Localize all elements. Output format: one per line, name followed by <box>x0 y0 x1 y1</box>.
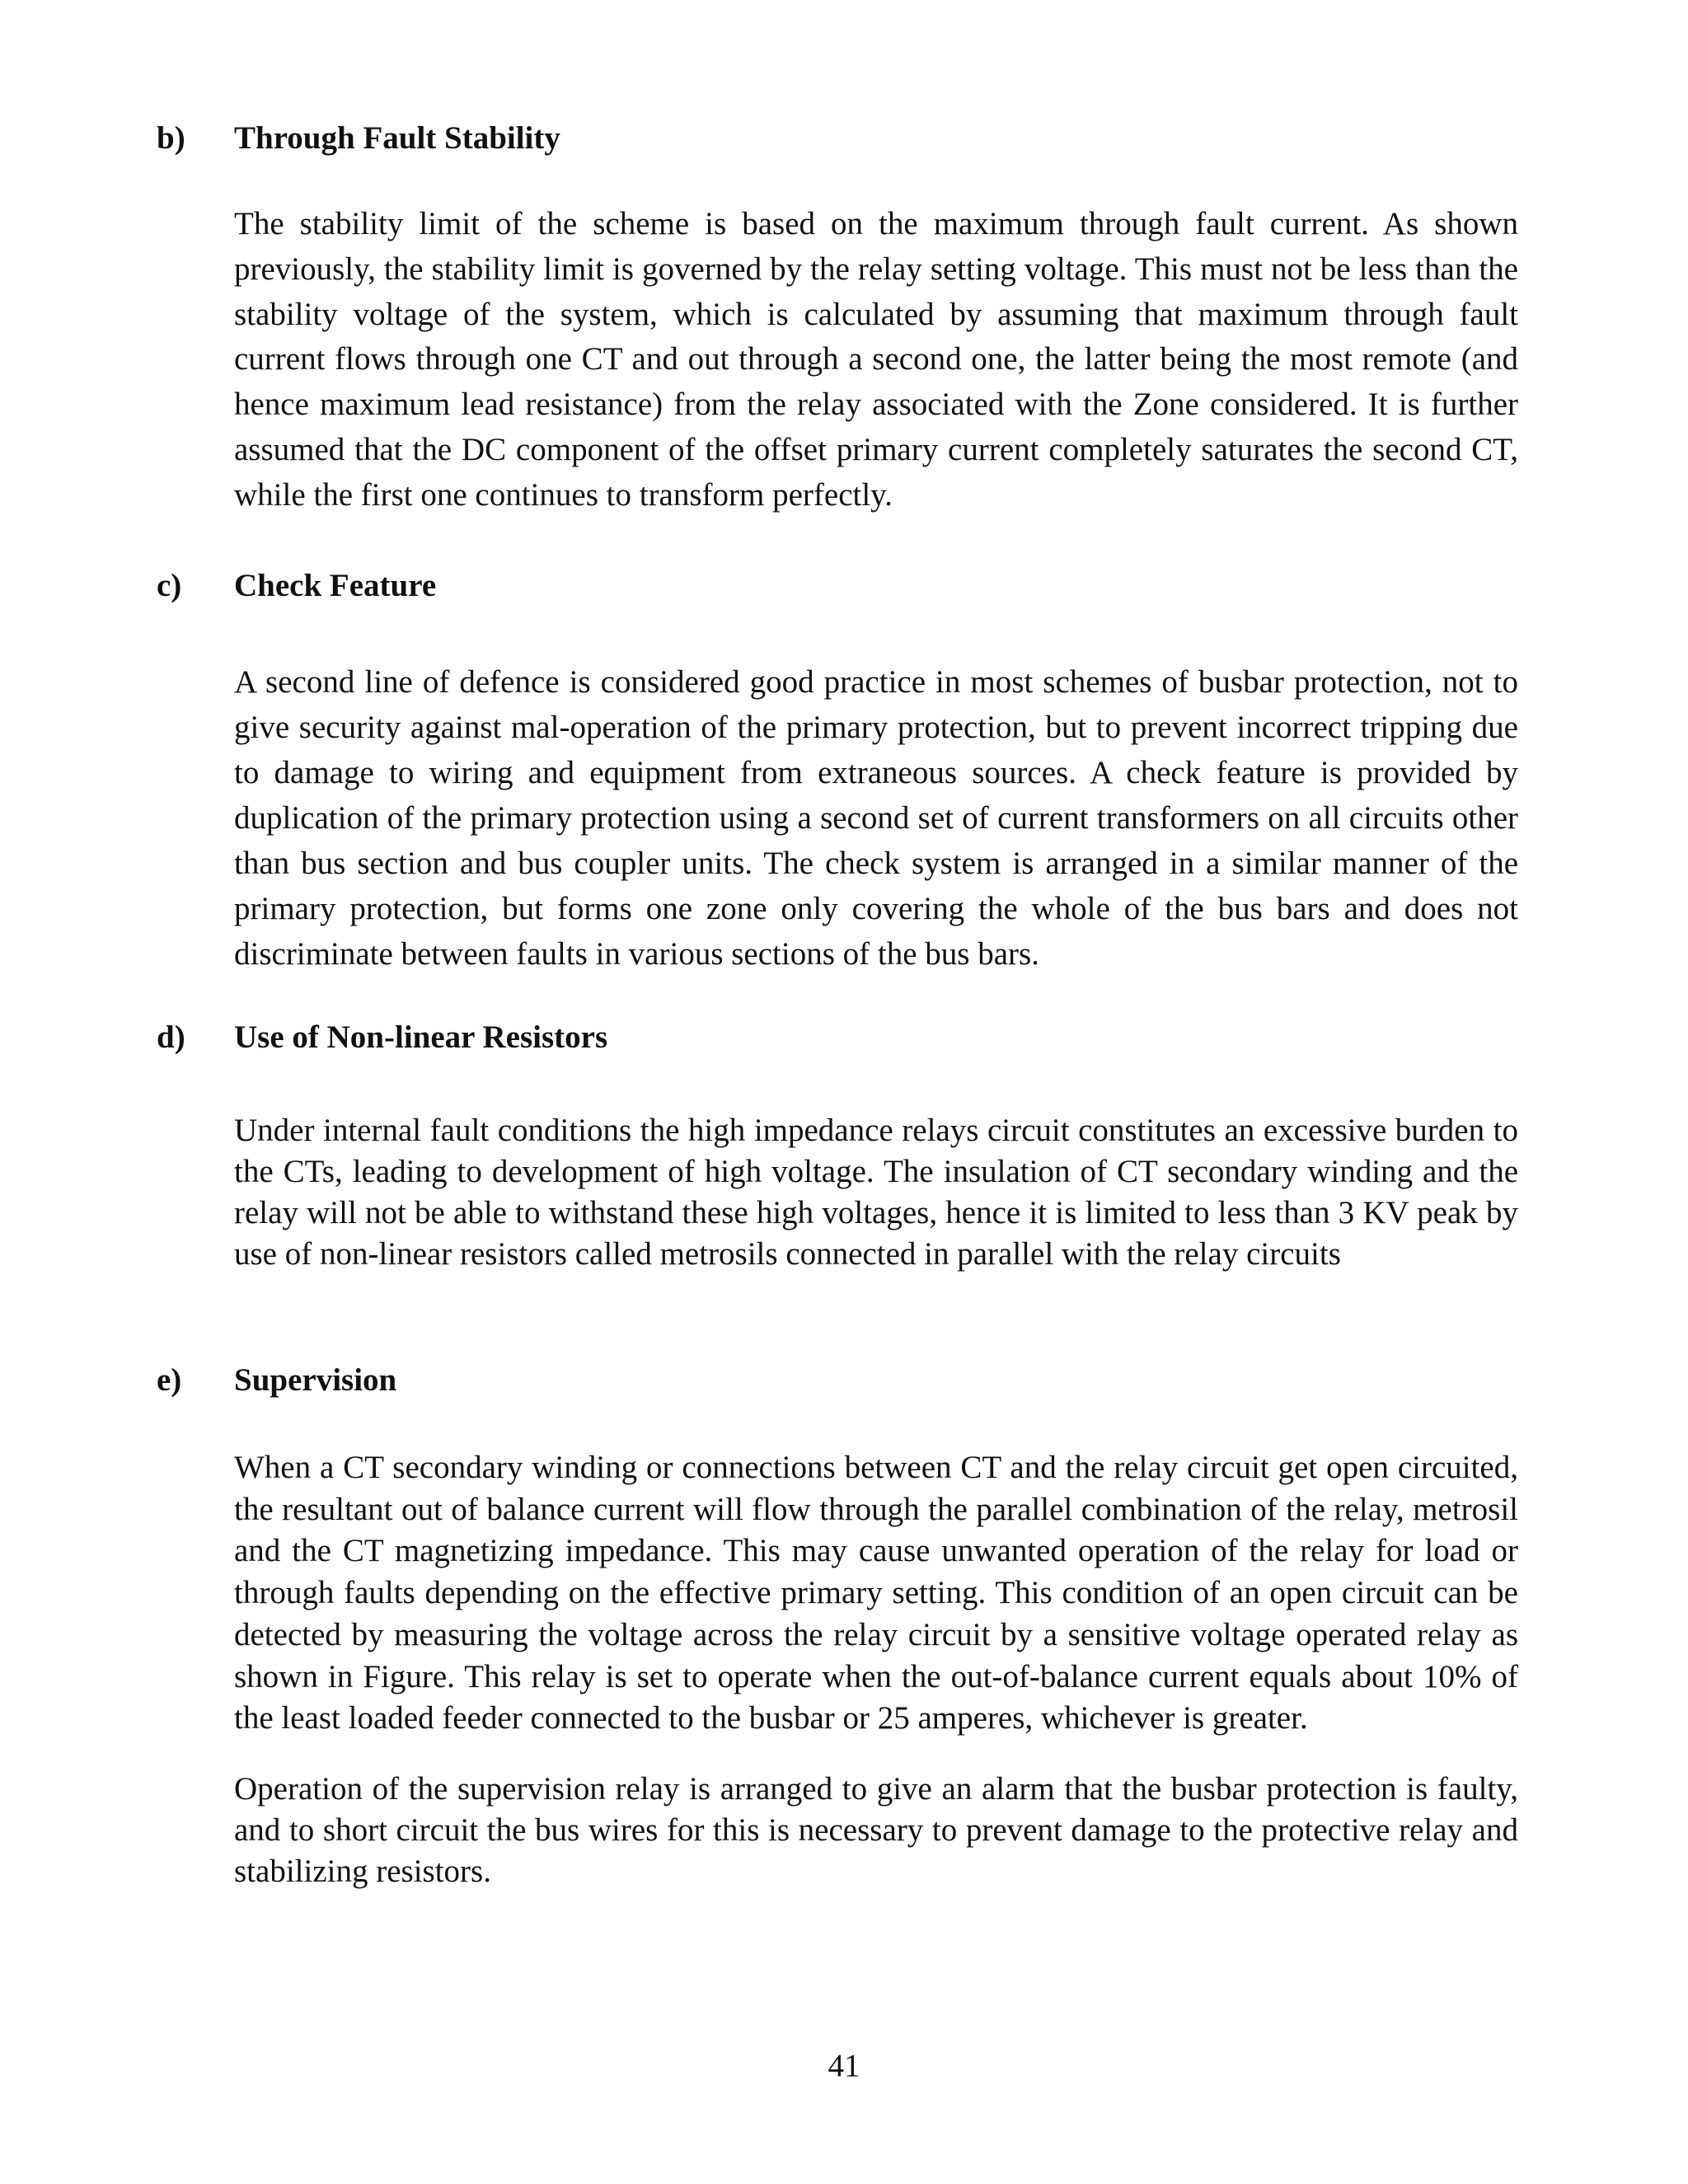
paragraph: A second line of defence is considered good practice in most schemes of busbar protection, not to give security against mal-operation of the primary protection, but to prevent incorrect tripping due to damage to wiring and equipment from extraneous sources. A check feature is provided by duplication of the primary protection using a second set of current transformers on all circuits other than bus section and bus coupler units. The check system is arranged in a similar manner of the primary protection, but forms one zone only covering the whole of the bus bars and does not discriminate between faults in various sections of the bus bars. <box>234 664 1518 972</box>
paragraph: Operation of the supervision relay is arranged to give an alarm that the busbar protection is faulty, and to short circuit the bus wires for this is necessary to prevent damage to the protective relay and stabilizing resistors. <box>234 1770 1518 1889</box>
section-non-linear-resistors <box>157 1017 1518 1275</box>
section-title: Check Feature <box>234 568 437 603</box>
section-heading <box>157 1017 1518 1058</box>
section-letter: d) <box>157 1019 185 1055</box>
page-number: 41 <box>828 2048 860 2083</box>
section-letter: b) <box>157 120 185 156</box>
section-letter: e) <box>157 1362 182 1398</box>
section-heading <box>157 1360 1518 1401</box>
section-through-fault-stability <box>157 118 1518 518</box>
section-check-feature <box>157 565 1518 977</box>
section-title: Through Fault Stability <box>234 120 560 156</box>
section-supervision <box>157 1360 1518 1892</box>
paragraph: The stability limit of the scheme is based on the maximum through fault current. As shown previously, the stability limit is governed by the relay setting voltage. This must not be less than the stability voltage of the system, which is calculated by assuming that maximum through fault current flows through one CT and out through a second one, the latter being the most remote (and hence maximum lead resistance) from the relay associated with the Zone considered. It is further assumed that the DC component of the offset primary current completely saturates the second CT, while the first one continues to transform perfectly. <box>234 206 1518 513</box>
paragraph: When a CT secondary winding or connections between CT and the relay circuit get open circuited, the resultant out of balance current will flow through the parallel combination of the relay, metrosil and the CT magnetizing impedance. This may cause unwanted operation of the relay for load or through faults depending on the effective primary setting. This condition of an open circuit can be detected by measuring the voltage across the relay circuit by a sensitive voltage operated relay as shown in Figure. This relay is set to operate when the out-of-balance current equals about 10% of the least loaded feeder connected to the busbar or 25 amperes, whichever is greater. <box>234 1450 1518 1736</box>
section-title: Supervision <box>234 1362 397 1398</box>
section-heading <box>157 118 1518 159</box>
section-letter: c) <box>157 568 182 603</box>
paragraph: Under internal fault conditions the high impedance relays circuit constitutes an excessive burden to the CTs, leading to development of high voltage. The insulation of CT secondary winding and the relay will not be able to withstand these high voltages, hence it is limited to less than 3 KV peak by use of non-linear resistors called metrosils connected in parallel with the relay circuits <box>234 1113 1518 1272</box>
section-title: Use of Non-linear Resistors <box>234 1019 608 1055</box>
section-heading <box>157 565 1518 607</box>
